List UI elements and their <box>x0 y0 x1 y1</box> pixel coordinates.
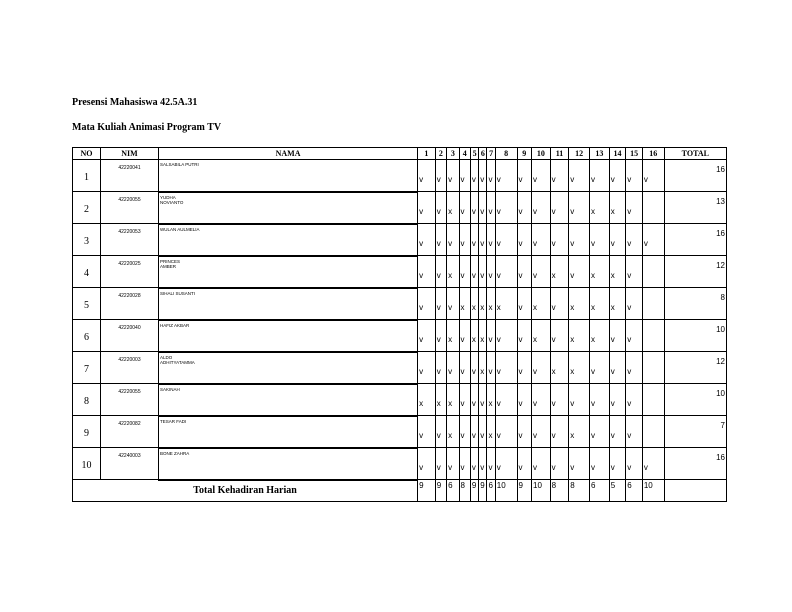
attendance-mark: v <box>435 192 446 224</box>
attendance-mark: v <box>487 256 495 288</box>
table-row <box>73 160 727 192</box>
student-name-line: ADHITYATAMMA <box>160 359 195 365</box>
attendance-mark: x <box>470 320 478 352</box>
attendance-mark: v <box>626 160 643 192</box>
attendance-mark: v <box>418 416 436 448</box>
attendance-mark: x <box>532 288 551 320</box>
daily-total-value: 9 <box>517 480 532 502</box>
attendance-mark: v <box>479 192 487 224</box>
attendance-mark <box>642 256 664 288</box>
attendance-mark <box>642 320 664 352</box>
daily-total-value: 9 <box>479 480 487 502</box>
attendance-mark: v <box>459 256 470 288</box>
attendance-mark: v <box>470 192 478 224</box>
student-nim: 42220028 <box>100 288 158 320</box>
attendance-mark: v <box>459 384 470 416</box>
attendance-mark: v <box>470 352 478 384</box>
attendance-mark: v <box>447 352 459 384</box>
student-name <box>159 448 418 480</box>
header-session: 10 <box>532 148 551 160</box>
attendance-mark: x <box>487 384 495 416</box>
attendance-mark: x <box>447 256 459 288</box>
attendance-mark: v <box>609 416 626 448</box>
attendance-mark: v <box>609 320 626 352</box>
attendance-mark: v <box>435 416 446 448</box>
student-name-line: BONE ZAHRA <box>160 450 190 456</box>
row-number: 1 <box>73 160 101 192</box>
table-row <box>73 352 727 384</box>
attendance-mark: v <box>569 448 590 480</box>
attendance-mark: v <box>495 160 517 192</box>
attendance-mark: v <box>479 416 487 448</box>
attendance-mark: x <box>487 288 495 320</box>
daily-total-value: 6 <box>447 480 459 502</box>
student-nim: 42220025 <box>100 256 158 288</box>
row-number: 8 <box>73 384 101 416</box>
attendance-mark: v <box>569 224 590 256</box>
daily-total-value: 9 <box>435 480 446 502</box>
daily-total-value: 9 <box>470 480 478 502</box>
attendance-mark: v <box>470 160 478 192</box>
student-name <box>159 384 418 416</box>
table-row <box>73 224 727 256</box>
attendance-mark: x <box>590 288 610 320</box>
attendance-mark: v <box>470 384 478 416</box>
header-nim: NIM <box>100 148 158 160</box>
attendance-mark: v <box>495 384 517 416</box>
student-total: 8 <box>664 288 726 320</box>
student-name-line: HAFIZ AKBAR <box>160 322 190 328</box>
attendance-mark: v <box>435 256 446 288</box>
attendance-mark: v <box>470 416 478 448</box>
student-name-line: AMBER <box>160 263 177 269</box>
header-total: TOTAL <box>664 148 726 160</box>
attendance-mark: v <box>470 448 478 480</box>
attendance-mark: v <box>459 192 470 224</box>
header-session: 3 <box>447 148 459 160</box>
attendance-mark: v <box>590 448 610 480</box>
attendance-mark: v <box>459 448 470 480</box>
attendance-mark: x <box>487 416 495 448</box>
attendance-mark: v <box>418 224 436 256</box>
student-total: 10 <box>664 384 726 416</box>
student-total: 13 <box>664 192 726 224</box>
header-session: 15 <box>626 148 643 160</box>
daily-total-value: 6 <box>626 480 643 502</box>
daily-total-label: Total Kehadiran Harian <box>73 480 418 502</box>
attendance-mark: v <box>435 160 446 192</box>
attendance-mark: v <box>532 384 551 416</box>
attendance-mark: v <box>590 224 610 256</box>
student-name <box>159 416 418 448</box>
attendance-mark: v <box>642 160 664 192</box>
student-name-line: ALDO <box>160 354 173 360</box>
student-total: 12 <box>664 352 726 384</box>
attendance-mark: v <box>435 352 446 384</box>
attendance-mark: v <box>532 352 551 384</box>
student-name-line: YUDHA <box>160 194 176 200</box>
student-name <box>159 224 418 256</box>
student-name-line: SIHALI SUSANTI <box>160 290 196 296</box>
attendance-mark: v <box>590 352 610 384</box>
attendance-mark: v <box>418 256 436 288</box>
attendance-mark: v <box>626 384 643 416</box>
student-name-line: WULAN AULMELIA <box>160 226 200 232</box>
attendance-mark: v <box>517 384 532 416</box>
daily-total-value: 6 <box>590 480 610 502</box>
student-total: 16 <box>664 224 726 256</box>
attendance-mark: v <box>517 256 532 288</box>
attendance-mark: v <box>532 256 551 288</box>
student-name <box>159 160 418 192</box>
attendance-mark <box>642 384 664 416</box>
attendance-mark: v <box>609 448 626 480</box>
student-name-line: TESAR FADI <box>160 418 187 424</box>
attendance-mark: v <box>418 320 436 352</box>
attendance-mark: x <box>590 320 610 352</box>
attendance-mark <box>642 416 664 448</box>
attendance-mark: v <box>517 448 532 480</box>
attendance-mark: v <box>569 192 590 224</box>
daily-total-value: 8 <box>459 480 470 502</box>
daily-total-value: 10 <box>495 480 517 502</box>
attendance-mark: v <box>479 256 487 288</box>
attendance-mark: v <box>626 224 643 256</box>
attendance-mark: v <box>642 448 664 480</box>
attendance-mark: v <box>626 448 643 480</box>
student-name <box>159 256 418 288</box>
attendance-mark: v <box>609 352 626 384</box>
daily-total-value: 10 <box>532 480 551 502</box>
attendance-mark: v <box>495 192 517 224</box>
attendance-mark: x <box>470 288 478 320</box>
row-number: 3 <box>73 224 101 256</box>
header-session: 16 <box>642 148 664 160</box>
attendance-mark: x <box>569 416 590 448</box>
attendance-mark: v <box>435 288 446 320</box>
attendance-mark: v <box>626 288 643 320</box>
row-number: 7 <box>73 352 101 384</box>
attendance-mark: v <box>626 320 643 352</box>
daily-total-value: 10 <box>642 480 664 502</box>
attendance-mark: v <box>642 224 664 256</box>
student-total: 16 <box>664 160 726 192</box>
attendance-mark: v <box>447 224 459 256</box>
student-nim: 42220082 <box>100 416 158 448</box>
student-total: 12 <box>664 256 726 288</box>
attendance-mark: x <box>550 256 569 288</box>
student-nim: 42220053 <box>100 224 158 256</box>
attendance-mark: x <box>479 320 487 352</box>
attendance-mark: v <box>487 160 495 192</box>
attendance-mark: v <box>495 224 517 256</box>
course-subtitle: Mata Kuliah Animasi Program TV <box>72 122 222 133</box>
attendance-mark: v <box>517 320 532 352</box>
attendance-mark: v <box>590 384 610 416</box>
student-nim: 42220055 <box>100 192 158 224</box>
attendance-mark: x <box>532 320 551 352</box>
table-row <box>73 256 727 288</box>
header-session: 6 <box>479 148 487 160</box>
attendance-mark: v <box>590 416 610 448</box>
student-nim: 42220041 <box>100 160 158 192</box>
attendance-mark <box>642 288 664 320</box>
attendance-mark: v <box>517 224 532 256</box>
attendance-mark: v <box>517 288 532 320</box>
daily-total-row <box>73 480 727 502</box>
attendance-mark: v <box>470 224 478 256</box>
student-nim: 42220003 <box>100 352 158 384</box>
header-session: 8 <box>495 148 517 160</box>
student-name <box>159 288 418 320</box>
student-nim: 42220040 <box>100 320 158 352</box>
attendance-mark: v <box>459 352 470 384</box>
attendance-mark: v <box>447 448 459 480</box>
attendance-mark: x <box>569 320 590 352</box>
attendance-mark: x <box>479 352 487 384</box>
attendance-mark: v <box>550 288 569 320</box>
page-title: Presensi Mahasiswa 42.5A.31 <box>72 97 198 108</box>
attendance-mark: v <box>487 320 495 352</box>
attendance-mark: v <box>459 320 470 352</box>
attendance-mark: x <box>447 384 459 416</box>
attendance-mark: v <box>550 384 569 416</box>
attendance-mark: x <box>609 256 626 288</box>
student-nim: 42240003 <box>100 448 158 480</box>
attendance-mark: v <box>487 352 495 384</box>
header-session: 1 <box>418 148 436 160</box>
attendance-mark <box>642 192 664 224</box>
daily-total-value: 6 <box>487 480 495 502</box>
attendance-mark: v <box>418 288 436 320</box>
row-number: 6 <box>73 320 101 352</box>
row-number: 5 <box>73 288 101 320</box>
attendance-mark: v <box>435 224 446 256</box>
attendance-mark: v <box>569 256 590 288</box>
daily-total-empty <box>664 480 726 502</box>
header-session: 7 <box>487 148 495 160</box>
student-total: 7 <box>664 416 726 448</box>
header-row <box>73 148 727 160</box>
attendance-mark: v <box>418 192 436 224</box>
daily-total-value: 9 <box>418 480 436 502</box>
daily-total-value: 5 <box>609 480 626 502</box>
attendance-table <box>72 147 727 502</box>
table-row <box>73 288 727 320</box>
student-nim: 42220055 <box>100 384 158 416</box>
attendance-mark: v <box>418 448 436 480</box>
attendance-mark: v <box>550 448 569 480</box>
attendance-mark: x <box>418 384 436 416</box>
attendance-mark: v <box>495 416 517 448</box>
attendance-mark: v <box>550 320 569 352</box>
attendance-mark: v <box>517 352 532 384</box>
row-number: 9 <box>73 416 101 448</box>
row-number: 10 <box>73 448 101 480</box>
attendance-mark: v <box>626 416 643 448</box>
attendance-mark: v <box>479 224 487 256</box>
attendance-mark: v <box>550 192 569 224</box>
attendance-mark: v <box>569 384 590 416</box>
attendance-mark: v <box>479 448 487 480</box>
header-session: 14 <box>609 148 626 160</box>
attendance-mark: v <box>590 160 610 192</box>
attendance-mark: v <box>447 288 459 320</box>
attendance-mark: v <box>435 320 446 352</box>
attendance-mark: v <box>609 160 626 192</box>
attendance-mark: v <box>609 224 626 256</box>
attendance-mark: v <box>435 448 446 480</box>
header-session: 5 <box>470 148 478 160</box>
student-name-line: SALSABILA PUTRI <box>160 162 199 167</box>
attendance-mark: v <box>626 352 643 384</box>
daily-total-value: 8 <box>569 480 590 502</box>
attendance-mark: x <box>479 288 487 320</box>
attendance-mark: v <box>459 160 470 192</box>
attendance-mark: v <box>487 192 495 224</box>
student-name <box>159 352 418 384</box>
attendance-mark: v <box>447 160 459 192</box>
attendance-mark: v <box>532 160 551 192</box>
attendance-mark: v <box>479 160 487 192</box>
attendance-mark: x <box>435 384 446 416</box>
table-row <box>73 192 727 224</box>
student-total: 10 <box>664 320 726 352</box>
table-row <box>73 416 727 448</box>
student-name <box>159 320 418 352</box>
attendance-mark: v <box>487 224 495 256</box>
attendance-mark <box>642 352 664 384</box>
attendance-mark: v <box>495 256 517 288</box>
attendance-mark: v <box>495 352 517 384</box>
attendance-mark: x <box>609 288 626 320</box>
attendance-mark: v <box>626 192 643 224</box>
attendance-mark: v <box>626 256 643 288</box>
table-row <box>73 448 727 480</box>
daily-total-value: 8 <box>550 480 569 502</box>
table-row <box>73 320 727 352</box>
attendance-mark: v <box>517 192 532 224</box>
header-session: 4 <box>459 148 470 160</box>
student-name-line: NOVIANTO <box>160 199 184 205</box>
header-session: 13 <box>590 148 610 160</box>
attendance-mark: x <box>590 256 610 288</box>
attendance-mark: v <box>418 160 436 192</box>
attendance-mark: x <box>609 192 626 224</box>
attendance-mark: x <box>447 192 459 224</box>
attendance-mark: x <box>590 192 610 224</box>
attendance-mark: x <box>495 288 517 320</box>
attendance-mark: v <box>487 448 495 480</box>
table-row <box>73 384 727 416</box>
attendance-mark: v <box>495 448 517 480</box>
attendance-mark: v <box>532 448 551 480</box>
attendance-mark: v <box>470 256 478 288</box>
attendance-mark: v <box>550 416 569 448</box>
attendance-mark: v <box>459 416 470 448</box>
attendance-mark: x <box>459 288 470 320</box>
attendance-mark: v <box>569 160 590 192</box>
attendance-mark: v <box>550 224 569 256</box>
header-no: NO <box>73 148 101 160</box>
header-session: 11 <box>550 148 569 160</box>
attendance-mark: v <box>459 224 470 256</box>
header-nama: NAMA <box>159 148 418 160</box>
student-name-line: SAKINAH <box>160 386 180 392</box>
attendance-mark: v <box>550 160 569 192</box>
attendance-mark: v <box>532 192 551 224</box>
attendance-mark: v <box>418 352 436 384</box>
row-number: 4 <box>73 256 101 288</box>
attendance-mark: x <box>569 288 590 320</box>
attendance-mark: v <box>517 160 532 192</box>
header-session: 2 <box>435 148 446 160</box>
attendance-mark: v <box>479 384 487 416</box>
student-name-line: PRINCES <box>160 258 181 264</box>
attendance-mark: v <box>609 384 626 416</box>
attendance-mark: v <box>495 320 517 352</box>
attendance-mark: x <box>447 320 459 352</box>
attendance-mark: v <box>532 416 551 448</box>
attendance-mark: x <box>569 352 590 384</box>
attendance-mark: x <box>447 416 459 448</box>
student-name <box>159 192 418 224</box>
row-number: 2 <box>73 192 101 224</box>
attendance-mark: v <box>532 224 551 256</box>
header-session: 12 <box>569 148 590 160</box>
student-total: 16 <box>664 448 726 480</box>
attendance-mark: x <box>550 352 569 384</box>
attendance-mark: v <box>517 416 532 448</box>
header-session: 9 <box>517 148 532 160</box>
